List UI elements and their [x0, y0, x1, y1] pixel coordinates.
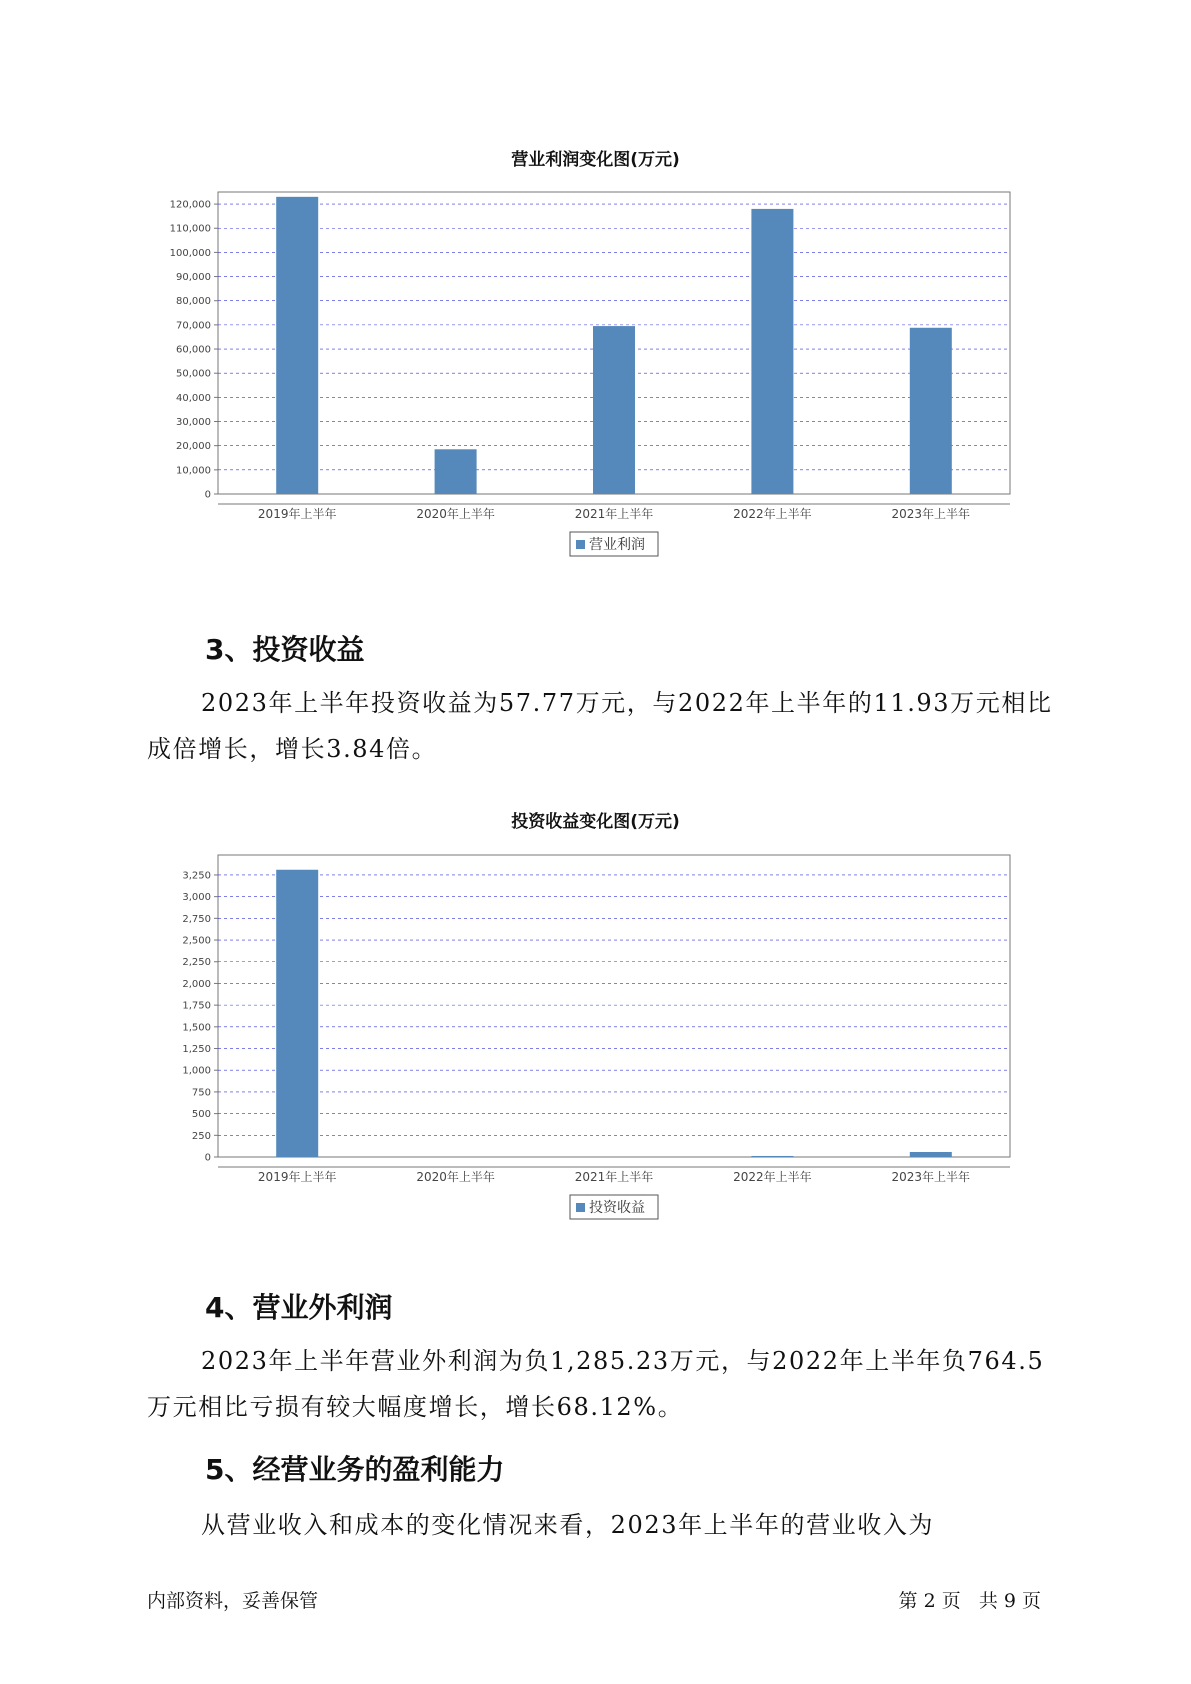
legend-label: 营业利润 [589, 537, 645, 553]
operating-profit-chart [140, 178, 1040, 583]
bar-2019年上半年 [276, 197, 318, 494]
legend-swatch [576, 1203, 585, 1212]
y-tick-label: 90,000 [176, 272, 211, 284]
y-tick-label: 120,000 [169, 199, 211, 211]
bar-2022年上半年 [751, 1156, 793, 1157]
y-tick-label: 0 [204, 1152, 211, 1164]
x-tick-label: 2019年上半年 [257, 507, 337, 521]
x-tick-label: 2021年上半年 [574, 1170, 654, 1184]
x-tick-label: 2023年上半年 [891, 1170, 971, 1184]
y-tick-label: 100,000 [169, 247, 211, 259]
y-tick-label: 750 [191, 1087, 211, 1099]
y-tick-label: 2,000 [182, 978, 211, 990]
y-tick-label: 40,000 [176, 392, 211, 404]
section-text-investment-income: 2023年上半年投资收益为57.77万元，与2022年上半年的11.93万元相比成倍增长，增长3.84倍。 [147, 689, 1053, 763]
legend-label: 投资收益 [589, 1200, 645, 1216]
bar-2022年上半年 [751, 209, 793, 494]
y-tick-label: 2,750 [182, 913, 211, 925]
y-tick-label: 1,000 [182, 1065, 211, 1077]
y-tick-label: 2,500 [182, 935, 211, 947]
y-tick-label: 250 [191, 1130, 211, 1142]
y-tick-label: 70,000 [176, 320, 211, 332]
y-tick-label: 1,500 [182, 1022, 211, 1034]
chart-title-investment-income: 投资收益变化图(万元) [511, 812, 680, 832]
y-tick-label: 20,000 [176, 441, 211, 453]
section-text-non-operating-profit: 2023年上半年营业外利润为负1,285.23万元，与2022年上半年负764.5万元相比亏损有较大幅度增长，增长68.12%。 [147, 1347, 1045, 1421]
bar-2019年上半年 [276, 870, 318, 1157]
y-tick-label: 80,000 [176, 296, 211, 308]
section-text-profitability: 从营业收入和成本的变化情况来看，2023年上半年的营业收入为 [201, 1511, 935, 1539]
y-tick-label: 50,000 [176, 368, 211, 380]
bar-2020年上半年 [435, 449, 477, 494]
y-tick-label: 110,000 [169, 223, 211, 235]
bar-2021年上半年 [593, 326, 635, 494]
y-tick-label: 30,000 [176, 417, 211, 429]
footer-confidential-note: 内部资料，妥善保管 [147, 1590, 319, 1612]
x-tick-label: 2020年上半年 [416, 1170, 495, 1184]
footer-page-number: 第 2 页 共 9 页 [898, 1590, 1041, 1612]
y-tick-label: 3,000 [182, 892, 211, 904]
y-tick-label: 0 [204, 489, 211, 501]
y-tick-label: 1,250 [182, 1044, 211, 1056]
x-tick-label: 2021年上半年 [574, 507, 654, 521]
y-tick-label: 10,000 [176, 465, 211, 477]
x-tick-label: 2022年上半年 [733, 1170, 812, 1184]
chart-title-operating-profit: 营业利润变化图(万元) [511, 150, 680, 170]
x-tick-label: 2022年上半年 [733, 507, 812, 521]
section-heading-non-operating-profit: 4、营业外利润 [205, 1291, 393, 1324]
y-tick-label: 1,750 [182, 1000, 211, 1012]
section-heading-profitability: 5、经营业务的盈利能力 [205, 1453, 505, 1486]
x-tick-label: 2019年上半年 [257, 1170, 337, 1184]
plot-area [218, 855, 1010, 1157]
y-tick-label: 3,250 [182, 870, 211, 882]
x-tick-label: 2020年上半年 [416, 507, 495, 521]
y-tick-label: 60,000 [176, 344, 211, 356]
investment-income-chart [140, 841, 1040, 1246]
y-tick-label: 500 [191, 1109, 211, 1121]
y-tick-label: 2,250 [182, 957, 211, 969]
x-tick-label: 2023年上半年 [891, 507, 971, 521]
bar-2023年上半年 [910, 1152, 952, 1157]
section-heading-investment-income: 3、投资收益 [205, 633, 365, 666]
bar-2023年上半年 [910, 328, 952, 494]
legend-swatch [576, 540, 585, 549]
